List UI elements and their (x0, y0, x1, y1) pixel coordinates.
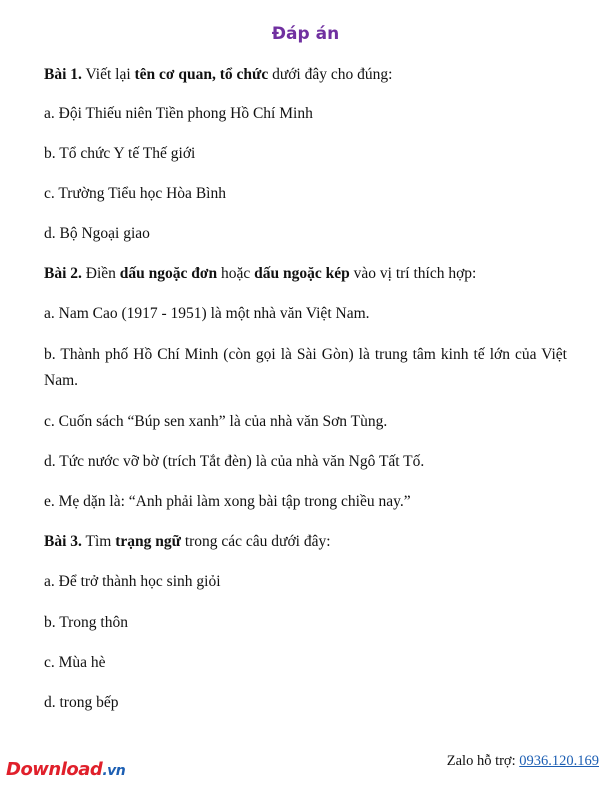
page-title: Đáp án (271, 24, 340, 44)
exercise-1-text-bold: tên cơ quan, tổ chức (134, 66, 269, 83)
exercise-1-answer: b. Tổ chức Y tế Thế giới (44, 145, 196, 162)
exercise-2-heading (44, 261, 567, 287)
exercise-3-answer: a. Để trở thành học sinh giỏi (44, 573, 221, 590)
exercise-3-heading (44, 529, 567, 555)
exercise-2-text-bold-1: dấu ngoặc đơn (119, 265, 218, 282)
exercise-1-answer: c. Trường Tiểu học Hòa Bình (44, 185, 226, 202)
exercise-3-answer: c. Mùa hè (44, 654, 106, 671)
exercise-1-answer: a. Đội Thiếu niên Tiền phong Hồ Chí Minh (44, 105, 313, 122)
exercise-1-text-pre: Viết lại (81, 66, 135, 83)
exercise-2-text-pre: Điền (81, 265, 120, 282)
logo-suffix-text: .vn (102, 763, 126, 779)
download-vn-logo[interactable] (6, 759, 125, 780)
exercise-1-heading (44, 62, 567, 88)
exercise-2-text-mid: hoặc (217, 265, 255, 282)
logo-main-text: Download (6, 759, 103, 780)
exercise-3-text-pre: Tìm (81, 533, 116, 550)
exercise-2-answer: b. Thành phố Hồ Chí Minh (còn gọi là Sài Gòn) là trung tâm kinh tế lớn của Việt Nam. (44, 346, 567, 389)
exercise-3-answer: d. trong bếp (44, 694, 119, 711)
exercise-2-answer: d. Tức nước vỡ bờ (trích Tắt đèn) là của nhà văn Ngô Tất Tố. (44, 453, 425, 470)
exercise-2-answer: c. Cuốn sách “Búp sen xanh” là của nhà văn Sơn Tùng. (44, 413, 388, 430)
exercise-3-answer: b. Trong thôn (44, 614, 128, 631)
support-contact (447, 753, 599, 770)
exercise-2-answer: a. Nam Cao (1917 - 1951) là một nhà văn Việt Nam. (44, 305, 370, 322)
support-phone-link[interactable]: 0936.120.169 (519, 753, 599, 769)
exercise-3-label: Bài 3. (44, 533, 82, 550)
exercise-1-label: Bài 1. (44, 66, 82, 83)
exercise-2-answer: e. Mẹ dặn là: “Anh phải làm xong bài tập trong chiều nay.” (44, 493, 411, 510)
exercise-3-text-bold: trạng ngữ (115, 533, 181, 550)
exercise-3-text-post: trong các câu dưới đây: (180, 533, 331, 550)
exercise-2-text-post: vào vị trí thích hợp: (349, 265, 477, 282)
support-label: Zalo hỗ trợ: (446, 753, 520, 769)
exercise-1-text-post: dưới đây cho đúng: (268, 66, 393, 83)
exercise-2-text-bold-2: dấu ngoặc kép (254, 265, 350, 282)
exercise-1-answer: d. Bộ Ngoại giao (44, 225, 150, 242)
exercise-2-label: Bài 2. (44, 265, 82, 282)
